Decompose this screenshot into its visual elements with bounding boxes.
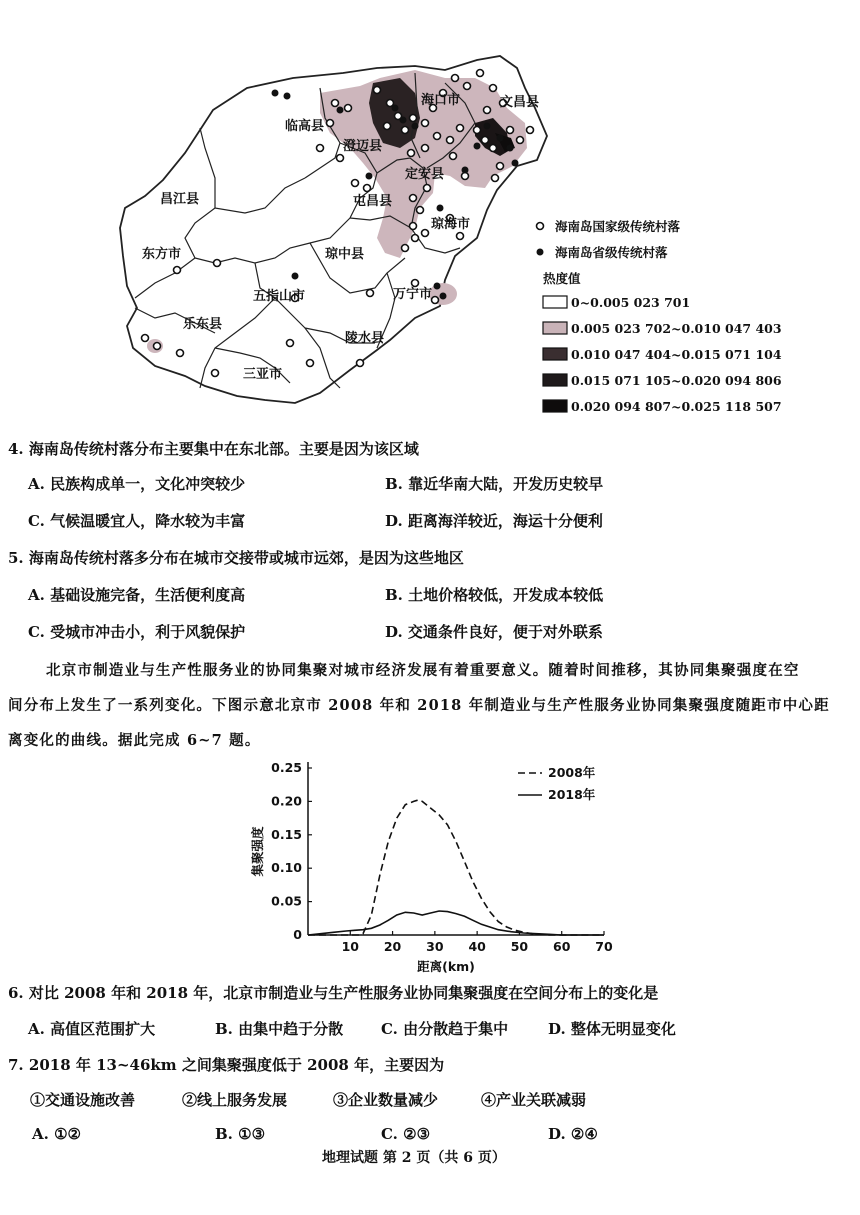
legend-provincial-symbol [537, 249, 544, 256]
legend-heat-title: 热度值 [543, 271, 581, 286]
map-label-dingan: 定安县 [405, 167, 445, 182]
legend-heat-range-1: 0~0.005 023 701 [571, 295, 691, 310]
q6-option-d[interactable]: D. 整体无明显变化 [548, 1020, 676, 1038]
map-label-chengmai: 澄迈县 [343, 139, 383, 154]
x-axis-label: 距离(km) [417, 959, 475, 974]
q5-option-c[interactable]: C. 受城市冲击小，利于风貌保护 [28, 623, 246, 641]
map-label-ledong: 乐东县 [183, 317, 223, 332]
map-label-tunchang: 屯昌县 [353, 194, 393, 209]
q7-option-d[interactable]: D. ②④ [548, 1125, 598, 1143]
x-tick-label: 40 [468, 939, 486, 954]
q7-statement-1: ①交通设施改善 [30, 1091, 136, 1109]
legend-provincial-label: 海南岛省级传统村落 [555, 245, 668, 260]
q5-option-a[interactable]: A. 基础设施完备，生活便利度高 [28, 586, 246, 604]
x-tick-label: 50 [510, 939, 529, 954]
legend-heat-range-4: 0.015 071 105~0.020 094 806 [571, 373, 782, 388]
passage-line-3: 离变化的曲线。据此完成 6~7 题。 [8, 732, 261, 749]
y-tick-label: 0.15 [271, 826, 302, 842]
q5-stem: 5. 海南岛传统村落多分布在城市交接带或城市远郊，是因为这些地区 [8, 549, 464, 567]
x-tick-label: 30 [426, 939, 444, 954]
legend-label-2018: 2018年 [548, 787, 596, 802]
y-tick-label: 0.05 [271, 893, 302, 909]
map-label-wuzhishan: 五指山市 [253, 289, 306, 304]
passage-line-1: 北京市制造业与生产性服务业的协同集聚对城市经济发展有着重要意义。随着时间推移，其协同集聚强度在空 [46, 662, 800, 679]
q4-stem: 4. 海南岛传统村落分布主要集中在东北部。主要是因为该区域 [8, 440, 419, 458]
legend-national-symbol [537, 223, 544, 230]
line-chart [240, 755, 630, 975]
map-label-qionghai: 琼海市 [431, 217, 471, 232]
q4-option-a[interactable]: A. 民族构成单一，文化冲突较少 [28, 475, 246, 493]
q7-statement-2: ②线上服务发展 [182, 1091, 288, 1109]
map-label-dongfang: 东方市 [142, 247, 182, 262]
hainan-map [115, 48, 782, 418]
legend-heat-swatch-4 [543, 374, 567, 386]
q7-option-c[interactable]: C. ②③ [381, 1125, 431, 1143]
legend-heat-swatch-2 [543, 322, 567, 334]
map-label-lingao: 临高县 [285, 119, 325, 134]
x-tick-label: 10 [341, 939, 359, 954]
y-tick-label: 0.20 [271, 793, 302, 809]
legend-heat-range-5: 0.020 094 807~0.025 118 507 [571, 399, 782, 414]
q5-option-d[interactable]: D. 交通条件良好，便于对外联系 [385, 623, 603, 641]
x-tick-label: 60 [553, 939, 571, 954]
series-line-2008 [308, 800, 604, 935]
map-label-qiongzhong: 琼中县 [325, 247, 365, 262]
legend-heat-swatch-5 [543, 400, 567, 412]
legend-heat-range-2: 0.005 023 702~0.010 047 403 [571, 321, 782, 336]
q4-option-c[interactable]: C. 气候温暖宜人，降水较为丰富 [28, 512, 246, 530]
q5-option-b[interactable]: B. 土地价格较低，开发成本较低 [385, 586, 604, 604]
legend-heat-swatch-3 [543, 348, 567, 360]
page-footer: 地理试题 第 2 页（共 6 页） [322, 1150, 506, 1166]
map-label-wanning: 万宁市 [393, 287, 433, 302]
legend-heat-range-3: 0.010 047 404~0.015 071 104 [571, 347, 782, 362]
x-tick-label: 20 [383, 939, 402, 954]
q6-stem: 6. 对比 2008 年和 2018 年，北京市制造业与生产性服务业协同集聚强度在空间分布上的变化是 [8, 984, 659, 1002]
q6-option-c[interactable]: C. 由分散趋于集中 [381, 1020, 509, 1038]
q7-option-a[interactable]: A. ①② [32, 1125, 81, 1143]
map-legend [537, 219, 782, 414]
legend-heat-swatch-1 [543, 296, 567, 308]
y-tick-label: 0.25 [271, 760, 302, 775]
series-line-2018 [308, 911, 604, 935]
y-axis-label: 集聚强度 [250, 826, 265, 877]
map-label-haikou: 海口市 [421, 93, 461, 108]
map-label-lingshui: 陵水县 [345, 331, 385, 346]
q4-option-b[interactable]: B. 靠近华南大陆，开发历史较早 [385, 475, 604, 493]
map-label-sanya: 三亚市 [243, 367, 283, 382]
y-tick-label: 0.10 [271, 860, 302, 876]
legend-national-label: 海南岛国家级传统村落 [555, 219, 681, 234]
q7-statement-3: ③企业数量减少 [333, 1091, 439, 1109]
map-label-wenchang: 文昌县 [500, 95, 540, 110]
q4-option-d[interactable]: D. 距离海洋较近，海运十分便利 [385, 512, 603, 530]
x-tick-label: 70 [595, 939, 613, 954]
y-tick-label: 0 [293, 927, 302, 942]
q7-stem: 7. 2018 年 13~46km 之间集聚强度低于 2008 年，主要因为 [8, 1056, 445, 1074]
map-label-changjiang: 昌江县 [160, 192, 200, 207]
legend-label-2008: 2008年 [548, 765, 596, 780]
q7-statement-4: ④产业关联减弱 [481, 1091, 587, 1109]
q6-option-a[interactable]: A. 高值区范围扩大 [28, 1020, 156, 1038]
passage-line-2: 间分布上发生了一系列变化。下图示意北京市 2008 年和 2018 年制造业与生产性服务业协同集聚强度随距市中心距 [8, 697, 830, 714]
q7-option-b[interactable]: B. ①③ [215, 1125, 266, 1143]
q6-option-b[interactable]: B. 由集中趋于分散 [215, 1020, 344, 1038]
